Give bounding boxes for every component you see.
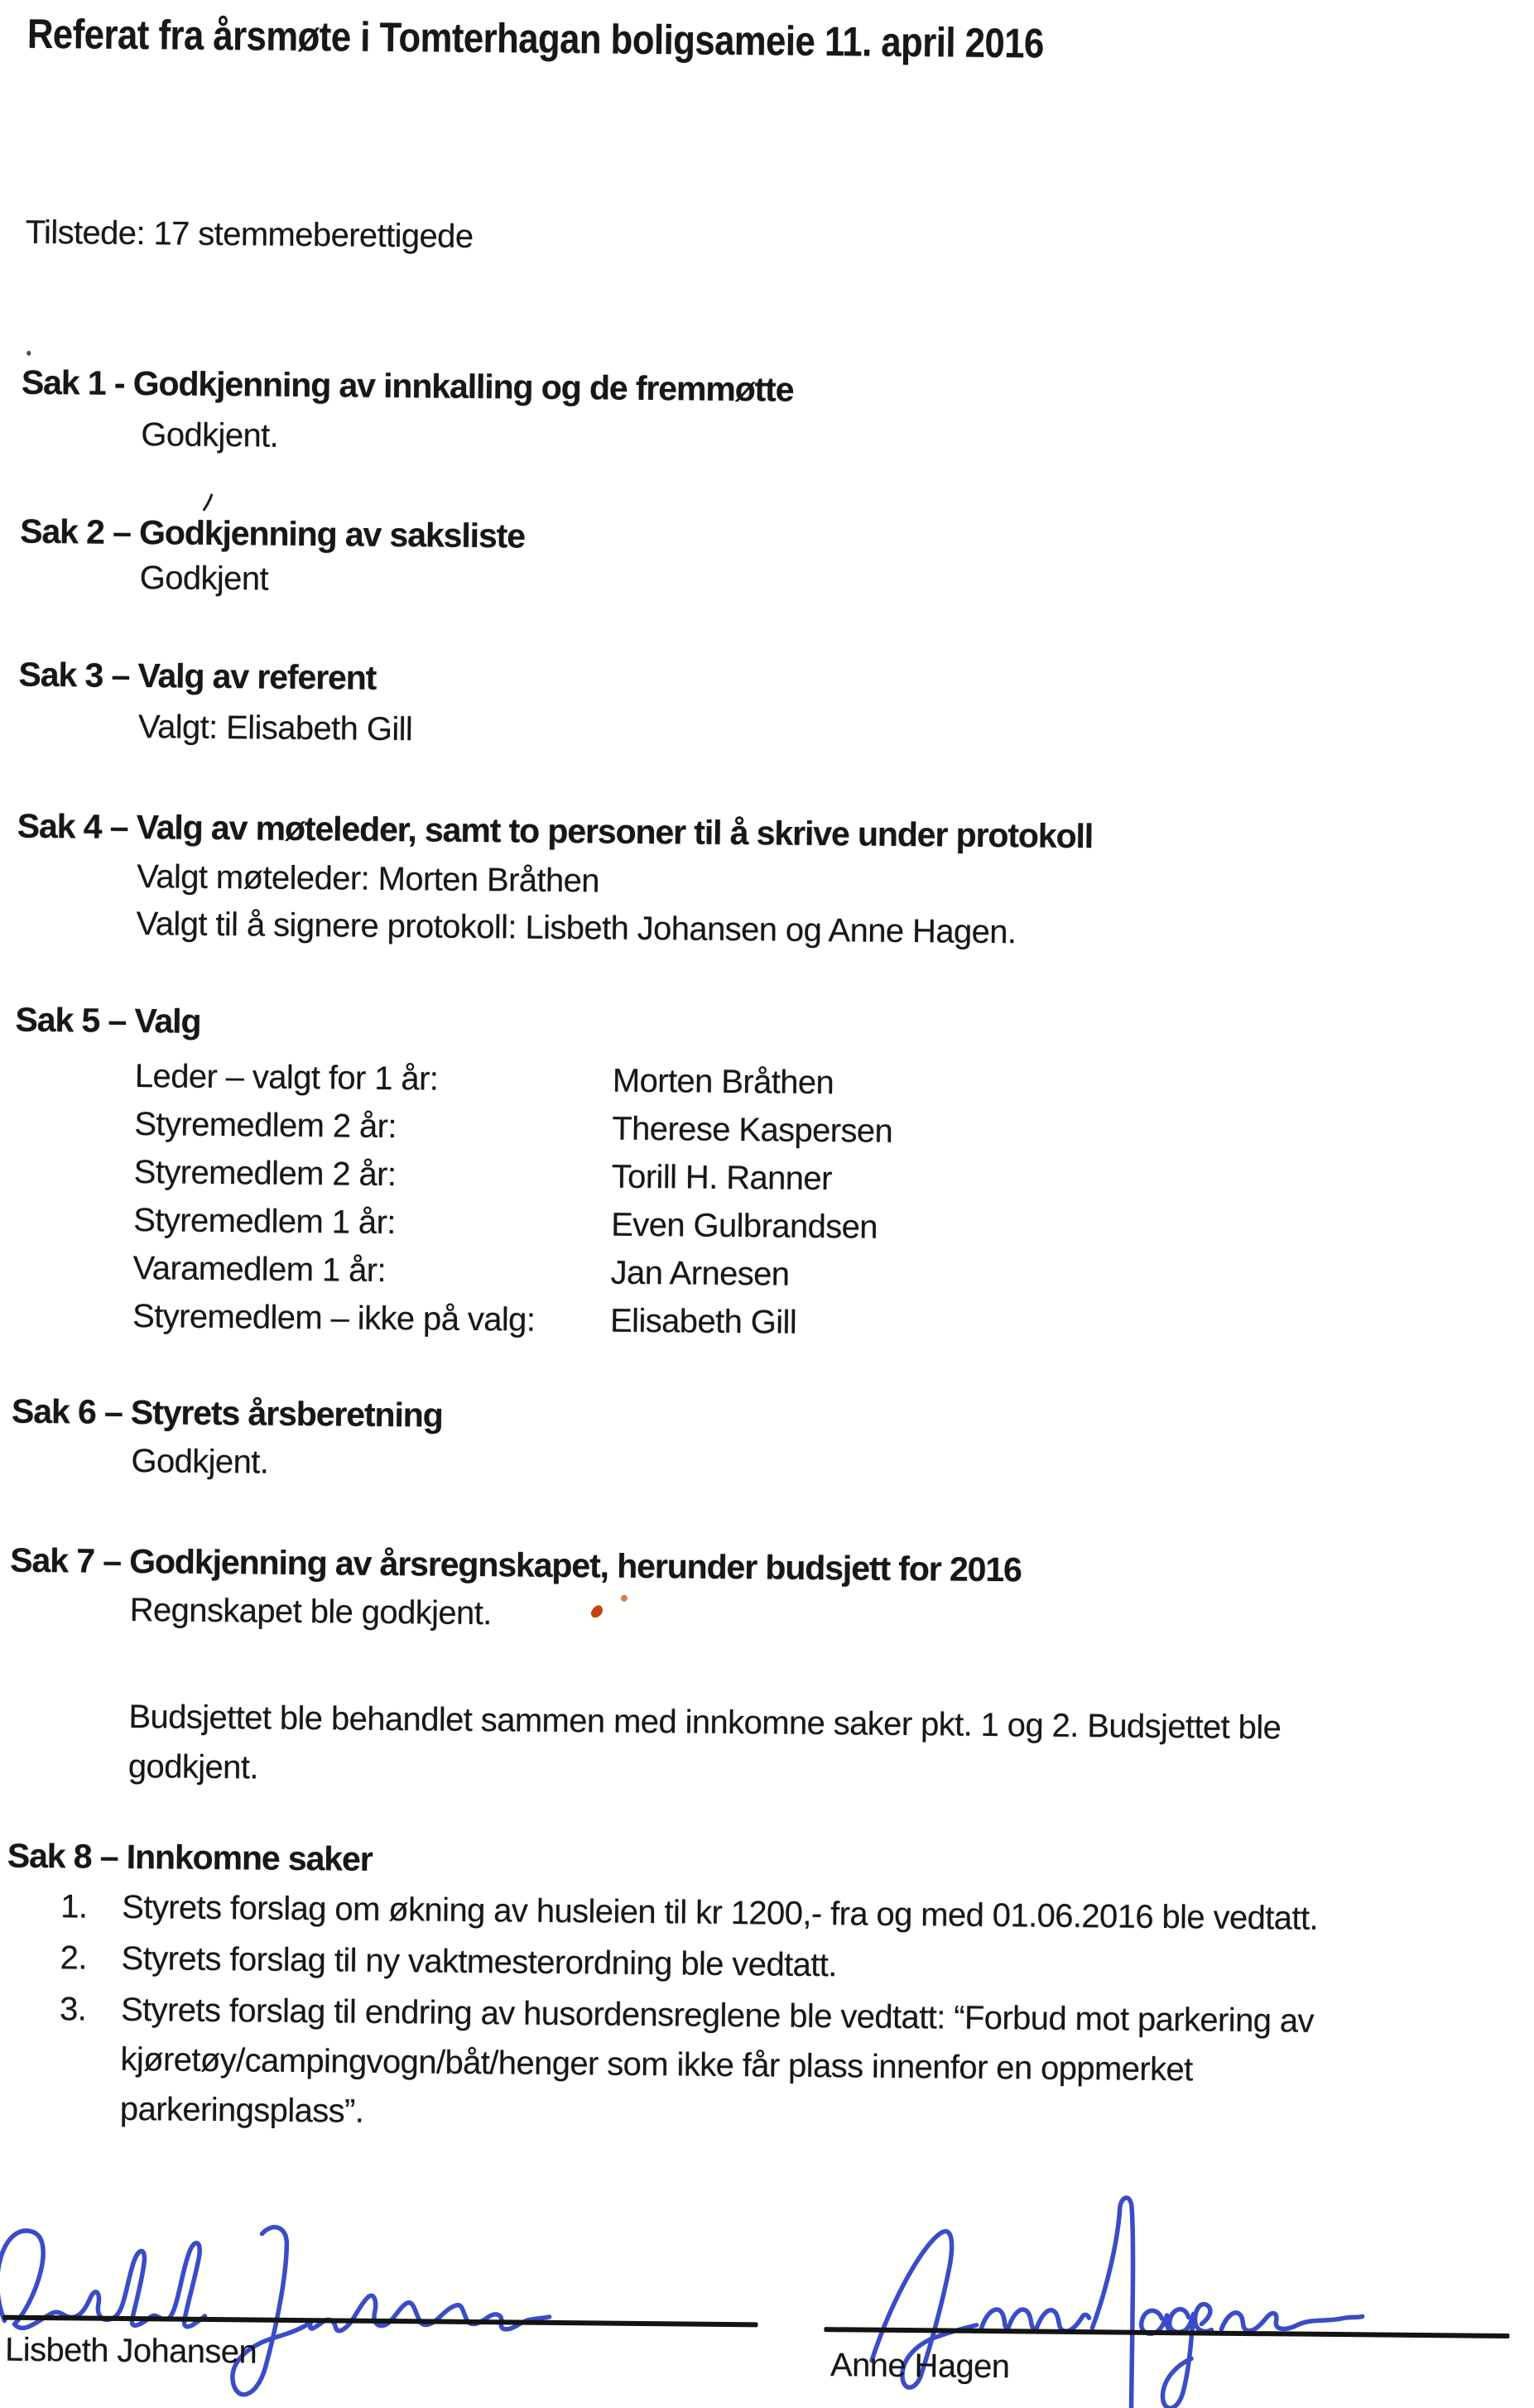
sak5-election-table [132, 1052, 893, 1348]
item3-line-3: parkeringsplass”. [119, 2090, 364, 2130]
election-name: Therese Kaspersen [612, 1110, 893, 1150]
signer-name-right: Anne Hagen [830, 2347, 1010, 2386]
election-name: Even Gulbrandsen [611, 1206, 878, 1246]
election-name: Torill H. Ranner [611, 1158, 833, 1198]
signature-lisbeth-johansen [0, 2194, 585, 2408]
scan-speck-dot [26, 351, 31, 356]
election-role: Styremedlem – ikke på valg: [132, 1298, 536, 1339]
item3-line-1: Styrets forslag til endring av husordensreglene ble vedtatt: “Forbud mot parkering av [120, 1991, 1315, 2040]
election-role: Styremedlem 1 år: [133, 1202, 397, 1242]
sak4-line-1: Valgt møteleder: Morten Bråthen [137, 858, 600, 900]
attendance-line: Tilstede: 17 stemmeberettigede [25, 214, 474, 255]
page-title: Referat fra årsmøte i Tomterhagan boligsameie 11. april 2016 [26, 10, 1045, 67]
sak8-heading: Sak 8 – Innkomne saker [7, 1836, 373, 1878]
item-text: Styrets forslag om økning av husleien til kr 1200,- fra og med 01.06.2016 ble vedtatt. [122, 1888, 1319, 1937]
election-role: Styremedlem 2 år: [133, 1154, 397, 1194]
list-item [59, 1984, 1317, 2146]
sak2-body: Godkjent [139, 560, 269, 598]
sak3-body: Valgt: Elisabeth Gill [137, 709, 413, 748]
item-number: 1. [60, 1888, 88, 1925]
sak2-heading: Sak 2 – Godkjenning av saksliste [20, 512, 526, 555]
sak5-heading: Sak 5 – Valg [15, 1000, 201, 1041]
sak4-heading: Sak 4 – Valg av møteleder, samt to personer til å skrive under protokoll [17, 806, 1094, 856]
item-number: 2. [60, 1939, 88, 1977]
election-name: Elisabeth Gill [609, 1302, 797, 1341]
signer-name-left: Lisbeth Johansen [4, 2331, 257, 2371]
sak7-p2-line-2: godkjent. [127, 1748, 259, 1786]
red-ink-speck [583, 1588, 641, 1625]
item3-line-2: kjøretøy/campingvogn/båt/henger som ikke får plass innenfor en oppmerket [120, 2040, 1193, 2088]
election-role: Styremedlem 2 år: [134, 1106, 397, 1146]
election-name: Morten Bråthen [612, 1062, 834, 1102]
sak6-body: Godkjent. [131, 1443, 269, 1481]
sak6-heading: Sak 6 – Styrets årsberetning [11, 1391, 443, 1435]
election-role: Leder – valgt for 1 år: [134, 1058, 439, 1098]
sak3-heading: Sak 3 – Valg av referent [18, 655, 377, 697]
sak4-line-2: Valgt til å signere protokoll: Lisbeth Johansen og Anne Hagen. [136, 906, 1017, 951]
item-number: 3. [59, 1991, 87, 2028]
stray-pen-mark [200, 492, 215, 513]
sak4-body [136, 853, 1017, 956]
sak1-body: Godkjent. [141, 416, 279, 454]
sak8-item-list [59, 1882, 1319, 2147]
item-text-multiline [120, 1985, 1315, 2146]
sak7-heading: Sak 7 – Godkjenning av årsregnskapet, herunder budsjett for 2016 [10, 1540, 1022, 1589]
item-text: Styrets forslag til ny vaktmesterordning ble vedtatt. [121, 1939, 838, 1984]
sak7-p2-line-1: Budsjettet ble behandlet sammen med innkomne saker pkt. 1 og 2. Budsjettet ble [128, 1699, 1282, 1747]
election-name: Jan Arnesen [610, 1254, 790, 1293]
sak7-paragraph2 [128, 1692, 1282, 1802]
sak7-paragraph1: Regnskapet ble godkjent. [129, 1592, 492, 1632]
election-role: Varamedlem 1 år: [132, 1250, 387, 1289]
sak1-heading: Sak 1 - Godkjenning av innkalling og de fremmøtte [21, 363, 794, 409]
